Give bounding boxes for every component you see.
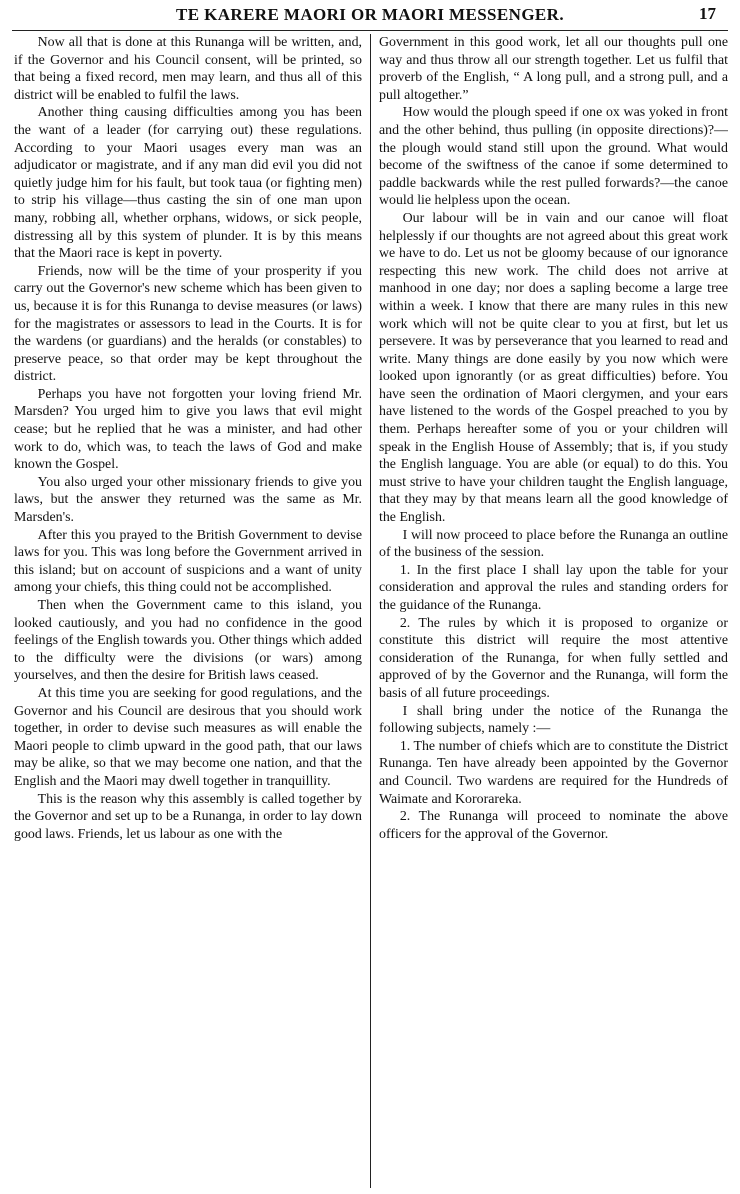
numbered-item: 1. The number of chiefs which are to constitute the District Runanga. Ten have already been appointed by the Governor and Council. Two wardens are required for the Hundreds of Waimate and Kororareka. [379, 738, 728, 807]
paragraph: You also urged your other missionary friends to give you laws, but the answer they returned was the same as Mr. Marsden's. [14, 474, 362, 526]
paragraph: Our labour will be in vain and our canoe will float helplessly if our thoughts are not agreed about this great work we have to do. Let us not be gloomy because of our ignorance respecting this new work. The child does not arrive at manhood in one day; nor does a sapling become a large tree within a week. I know that there are many rules in this new work which will not be quite clear to you at first, but let us persevere. It was by perseverance that you learned to read and write. Many things are done easily by you now which were looked upon ignorantly (or as great difficulties) before. You have seen the ordination of Maori clergymen, and your ears have listened to the words of the Gospel preached to you by them. Perhaps hereafter some of you or your children will speak in the English House of Assembly; that is, if you study the English language. You are able (or equal) to do this. You must strive to have your children taught the English language, that they may by that means learn all the good knowledge of the English. [379, 210, 728, 526]
paragraph: This is the reason why this assembly is called together by the Governor and set up to be a Runanga, in order to lay down good laws. Friends, let us labour as one with the [14, 791, 362, 842]
page-header [10, 2, 730, 28]
paragraph: I shall bring under the notice of the Runanga the following subjects, namely :— [379, 703, 728, 737]
paragraph: After this you prayed to the British Government to devise laws for you. This was long before the Government arrived in this island; but on account of suspicions and a want of unity among your chiefs, this thing could not be accomplished. [14, 527, 362, 596]
paragraph: How would the plough speed if one ox was yoked in front and the other behind, thus pulling (in opposite directions)?—the plough would stand still upon the ground. What would become of the swiftness of the canoe if some determined to paddle backwards while the rest pulled forwards?—the canoe would lie helpless upon the ocean. [379, 105, 728, 209]
paragraph: At this time you are seeking for good regulations, and the Governor and his Council are desirous that you should work together, in order to devise such measures as will enable the Maori people to climb upward in the good path, that our laws may be alike, so that we may become one nation, and that the English and the Maori may dwell together in tranquillity. [14, 685, 362, 789]
paragraph: Friends, now will be the time of your prosperity if you carry out the Governor's new scheme which has been given to us, because it is for this Runanga to devise measures (or laws) for the magistrates or assessors to lead in the Courts. It is for the wardens (or guardians) and the heralds (or constables) to preserve peace, so that order may be kept throughout the district. [14, 263, 362, 385]
right-column [371, 34, 728, 1188]
text-columns [14, 34, 728, 1188]
numbered-item: 2. The rules by which it is proposed to organize or constitute this district will require the most attentive consideration of the Runanga, for when fully settled and approved of by the Governor and the Runanga, will form the basis of all future proceedings. [379, 615, 728, 701]
paragraph: Now all that is done at this Runanga will be written, and, if the Governor and his Council consent, will be printed, so that being a fixed record, men may learn, and thus all of this district will be enabled to fulfil the laws. [14, 35, 362, 103]
page-number: 17 [699, 4, 716, 23]
paragraph: Then when the Government came to this island, you looked cautiously, and you had no confidence in the good feelings of the English towards you. Other things which added to the difficulty were the divisions (or wars) among yourselves, and then the desire for British laws ceased. [14, 598, 362, 684]
paragraph: Government in this good work, let all our thoughts pull one way and thus throw all our strength together. Let us fulfil that proverb of the English, “ A long pull, and a strong pull, and a pull altogether.” [379, 35, 728, 103]
paragraph: I will now proceed to place before the Runanga an outline of the business of the session. [379, 527, 728, 561]
header-rule [12, 30, 728, 31]
publication-title: TE KARERE MAORI OR MAORI MESSENGER. [175, 5, 565, 24]
left-column [14, 34, 371, 1188]
paragraph: Another thing causing difficulties among you has been the want of a leader (for carrying out) these regulations. According to your Maori usages every man was an adjudicator or magistrate, and if any man did evil you did not quietly judge him for his fault, but took taua (or fighting men) to strip his village—thus casting the sin of one man upon many, robbing all, whether orphans, widows, or sick people, distressing all by this system of plunder. It is by this means that the Maori race is kept in poverty. [14, 105, 362, 262]
paragraph: Perhaps you have not forgotten your loving friend Mr. Marsden? You urged him to give you laws that evil might cease; but he replied that he was a minister, and had other work to do, which was, to teach the laws of God and make known the Gospel. [14, 386, 362, 473]
numbered-item: 1. In the first place I shall lay upon the table for your consideration and approval the rules and standing orders for the guidance of the Runanga. [379, 562, 728, 613]
numbered-item: 2. The Runanga will proceed to nominate the above officers for the approval of the Governor. [379, 809, 728, 842]
